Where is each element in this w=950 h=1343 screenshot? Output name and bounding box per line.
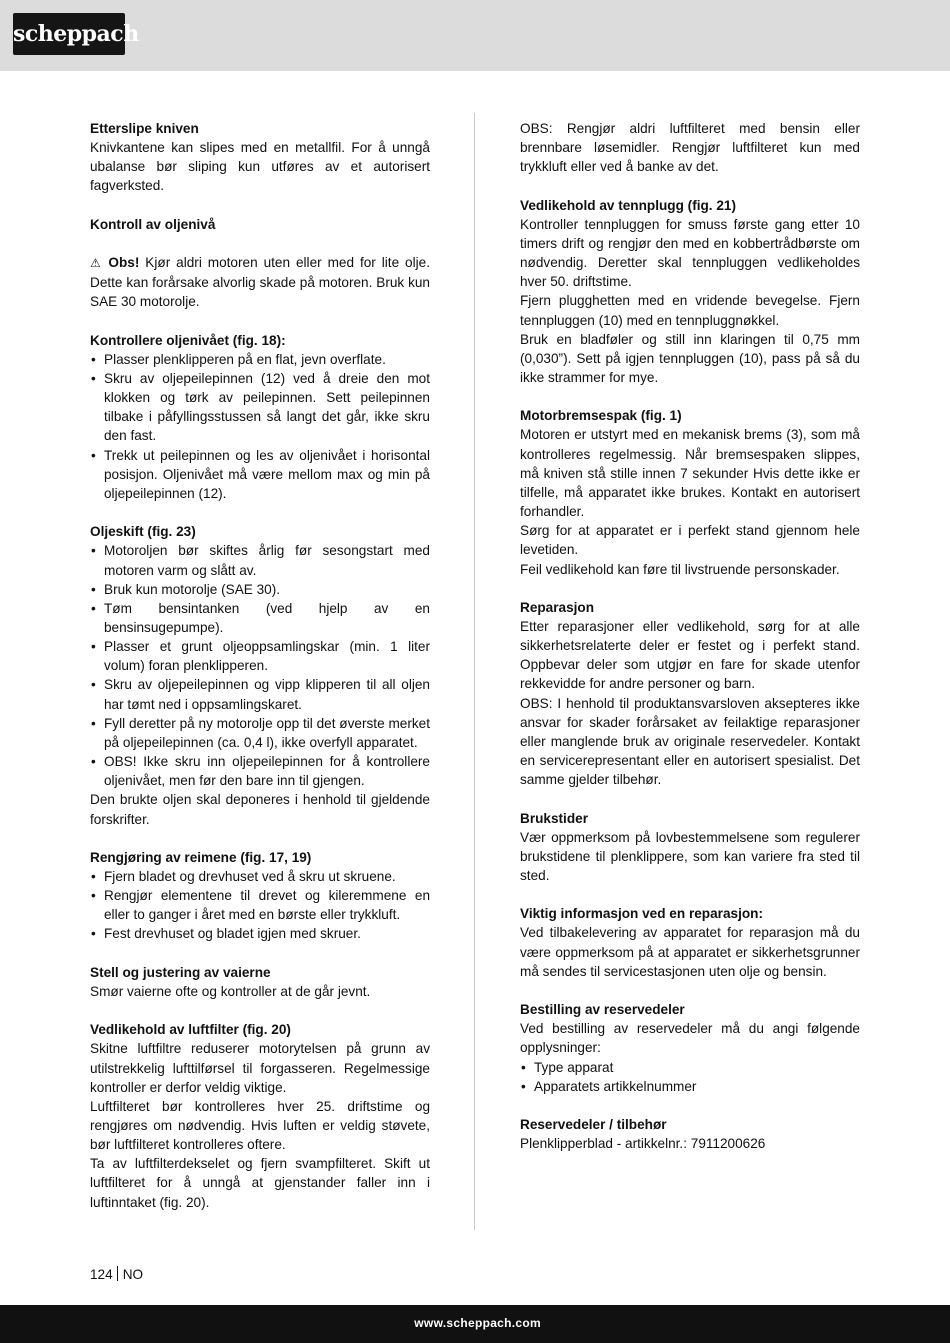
page-number-separator	[117, 1266, 118, 1281]
section	[520, 119, 860, 176]
section-heading: Stell og justering av vaierne	[90, 964, 271, 980]
paragraph: Den brukte oljen skal deponeres i henhold til gjeldende forskrifter.	[90, 792, 430, 827]
bullet-item: • Skru av oljepeilepinnen og vipp klipperen til all oljen har tømt ned i oppsamlingskaret.	[90, 675, 430, 713]
warning-paragraph	[90, 253, 430, 311]
paragraph: Bruk en bladføler og still inn klaringen til 0,75 mm (0,030”). Sett på igjen tennpluggen (10), pass på så du ikke strammer for mye.	[520, 331, 860, 386]
page-language: NO	[122, 1267, 144, 1282]
paragraph: Ta av luftfilterdekselet og fjern svampfilteret. Skift ut luftfilteret for å unngå at gjenstander faller inn i luftinntaket (fig. 20).	[90, 1156, 430, 1210]
section	[520, 1115, 860, 1153]
bullet-item: • Motoroljen bør skiftes årlig før sesongstart med motoren varm og slått av.	[90, 541, 430, 579]
section	[520, 1000, 860, 1096]
section	[520, 598, 860, 790]
bullet-list	[90, 350, 430, 503]
section-heading: Kontrollere oljenivået (fig. 18):	[90, 332, 286, 348]
paragraph: Smør vaierne ofte og kontroller at de går jevnt.	[90, 983, 371, 999]
section-heading: Bestilling av reservedeler	[520, 1002, 685, 1018]
section-heading: Vedlikehold av luftfilter (fig. 20)	[90, 1022, 291, 1038]
section	[90, 331, 430, 503]
section-heading: Reparasjon	[520, 599, 595, 615]
bullet-item: • Rengjør elementene til drevet og kileremmene en eller to ganger i året med en børste eller trykkluft.	[90, 886, 430, 924]
bullet-item: • Fjern bladet og drevhuset ved å skru ut skruene.	[90, 867, 430, 886]
section-heading: Brukstider	[520, 810, 588, 826]
section	[520, 809, 860, 886]
section-heading: Vedlikehold av tennplugg (fig. 21)	[520, 197, 737, 213]
warning-label: Obs!	[108, 255, 140, 271]
left-column	[90, 119, 430, 1231]
section	[90, 522, 430, 829]
section	[90, 848, 430, 944]
bullet-item: • Apparatets artikkelnummer	[520, 1077, 860, 1096]
section	[90, 1020, 430, 1212]
paragraph: Etter reparasjoner eller vedlikehold, sørg for at alle sikkerhetsrelaterte deler er festet og i perfekt stand. Oppbevar deler som utgjør en fare for skade utenfor rekkevidde for andre personer og barn.	[520, 619, 860, 692]
column-divider	[474, 113, 475, 1230]
section-heading: Viktig informasjon ved en reparasjon:	[520, 906, 763, 922]
bullet-item: • OBS! Ikke skru inn oljepeilepinnen for å kontrollere oljenivået, men før den bare inn til gjengen.	[90, 752, 430, 790]
warning-triangle-icon: ⚠	[90, 256, 109, 271]
paragraph: Luftfilteret bør kontrolleres hver 25. driftstime og rengjøres om nødvendig. Hvis luften er veldig støvete, bør luftfilteret kontrolleres oftere.	[90, 1098, 430, 1153]
bullet-item: • Type apparat	[520, 1058, 860, 1077]
bullet-item: • Fest drevhuset og bladet igjen med skruer.	[90, 924, 430, 943]
page-header	[0, 0, 950, 71]
brand-logo: scheppach	[13, 13, 125, 55]
page-footer	[0, 1305, 950, 1343]
bullet-item: • Plasser plenklipperen på en flat, jevn overflate.	[90, 350, 430, 369]
bullet-list	[90, 867, 430, 944]
section-heading: Kontroll av oljenivå	[90, 216, 216, 232]
section-heading: Rengjøring av reimene (fig. 17, 19)	[90, 849, 312, 865]
bullet-item: • Plasser et grunt oljeoppsamlingskar (min. 1 liter volum) foran plenklipperen.	[90, 637, 430, 675]
section	[90, 253, 430, 311]
section	[90, 215, 430, 234]
bullet-item: • Fyll deretter på ny motorolje opp til det øverste merket på oljepeilepinnen (ca. 0,4 l), ikke overfyll apparatet.	[90, 714, 430, 752]
section	[520, 406, 860, 578]
section	[90, 963, 430, 1001]
warning-text: Kjør aldri motoren uten eller med for lite olje. Dette kan forårsake alvorlig skade på motoren. Bruk kun SAE 30 motorolje.	[90, 255, 430, 310]
paragraph: Vær oppmerksom på lovbestemmelsene som regulerer brukstidene til plenklippere, som kan variere fra sted til sted.	[520, 829, 860, 884]
paragraph: Ved tilbakelevering av apparatet for reparasjon må du være oppmerksom på at apparatet er sikkerhetsgrunner må sendes til servicestasjonen uten olje og bensin.	[520, 925, 860, 979]
section	[520, 196, 860, 388]
section-heading: Motorbremsespak (fig. 1)	[520, 408, 682, 424]
paragraph: Knivkantene kan slipes med en metallfil. For å unngå ubalanse bør sliping kun utføres av et autorisert fagverksted.	[90, 140, 430, 194]
section-heading: Etterslipe kniven	[90, 121, 199, 136]
paragraph: Ved bestilling av reservedeler må du angi følgende opplysninger:	[520, 1021, 860, 1056]
page-number-value: 124	[90, 1267, 113, 1282]
right-column	[520, 119, 860, 1172]
paragraph: Motoren er utstyrt med en mekanisk brems (3), som må kontrolleres regelmessig. Når bremsespaken slippes, må kniven stå stille innen 7 sekunder Hvis dette ikke er tilfelle, må apparatet ikke brukes. Kontakt en autorisert forhandler.	[520, 427, 860, 520]
footer-url: www.scheppach.com	[414, 1316, 541, 1330]
paragraph: OBS: Rengjør aldri luftfilteret med bensin eller brennbare løsemidler. Rengjør luftfilteret kun med trykkluft eller ved å banke av det.	[520, 121, 860, 175]
paragraph: OBS: I henhold til produktansvarsloven aksepteres ikke ansvar for skader forårsaket av feilaktige reparasjoner eller manglende bruk av originale reservedeler. Kontakt en servicerepresentant eller en autorisert spesialist. Det samme gjelder tilbehør.	[520, 695, 860, 788]
page-number	[90, 1265, 143, 1284]
bullet-list	[90, 541, 430, 790]
bullet-list	[520, 1058, 860, 1096]
section	[90, 119, 430, 196]
bullet-item: • Trekk ut peilepinnen og les av oljenivået i horisontal posisjon. Oljenivået må være mellom max og min på oljepeilepinnen (12).	[90, 446, 430, 503]
section-heading: Reservedeler / tilbehør	[520, 1117, 667, 1133]
paragraph: Fjern plugghetten med en vridende bevegelse. Fjern tennpluggen (10) med en tennpluggnøkkel.	[520, 293, 860, 328]
bullet-item: • Skru av oljepeilepinnen (12) ved å dreie den mot klokken og tørk av peilepinnen. Sett peilepinnen tilbake i påfyllingsstussen så langt det går, ikke skru den fast.	[90, 369, 430, 446]
paragraph: Kontroller tennpluggen for smuss første gang etter 10 timers drift og rengjør den med en kobbertrådbørste om nødvendig. Deretter skal tennpluggen vedlikeholdes hver 50. driftstime.	[520, 216, 860, 290]
paragraph: Feil vedlikehold kan føre til livstruende personskader.	[520, 561, 840, 577]
paragraph: Plenklipperblad - artikkelnr.: 7911200626	[520, 1136, 766, 1152]
bullet-item: • Tøm bensintanken (ved hjelp av en bensinsugepumpe).	[90, 599, 430, 637]
paragraph: Sørg for at apparatet er i perfekt stand gjennom hele levetiden.	[520, 523, 860, 558]
bullet-item: • Bruk kun motorolje (SAE 30).	[90, 580, 430, 599]
section	[520, 904, 860, 981]
section-heading: Oljeskift (fig. 23)	[90, 524, 196, 540]
paragraph: Skitne luftfiltre reduserer motorytelsen på grunn av utilstrekkelig lufttilførsel til forgasseren. Regelmessige kontroller er derfor veldig viktige.	[90, 1041, 430, 1095]
